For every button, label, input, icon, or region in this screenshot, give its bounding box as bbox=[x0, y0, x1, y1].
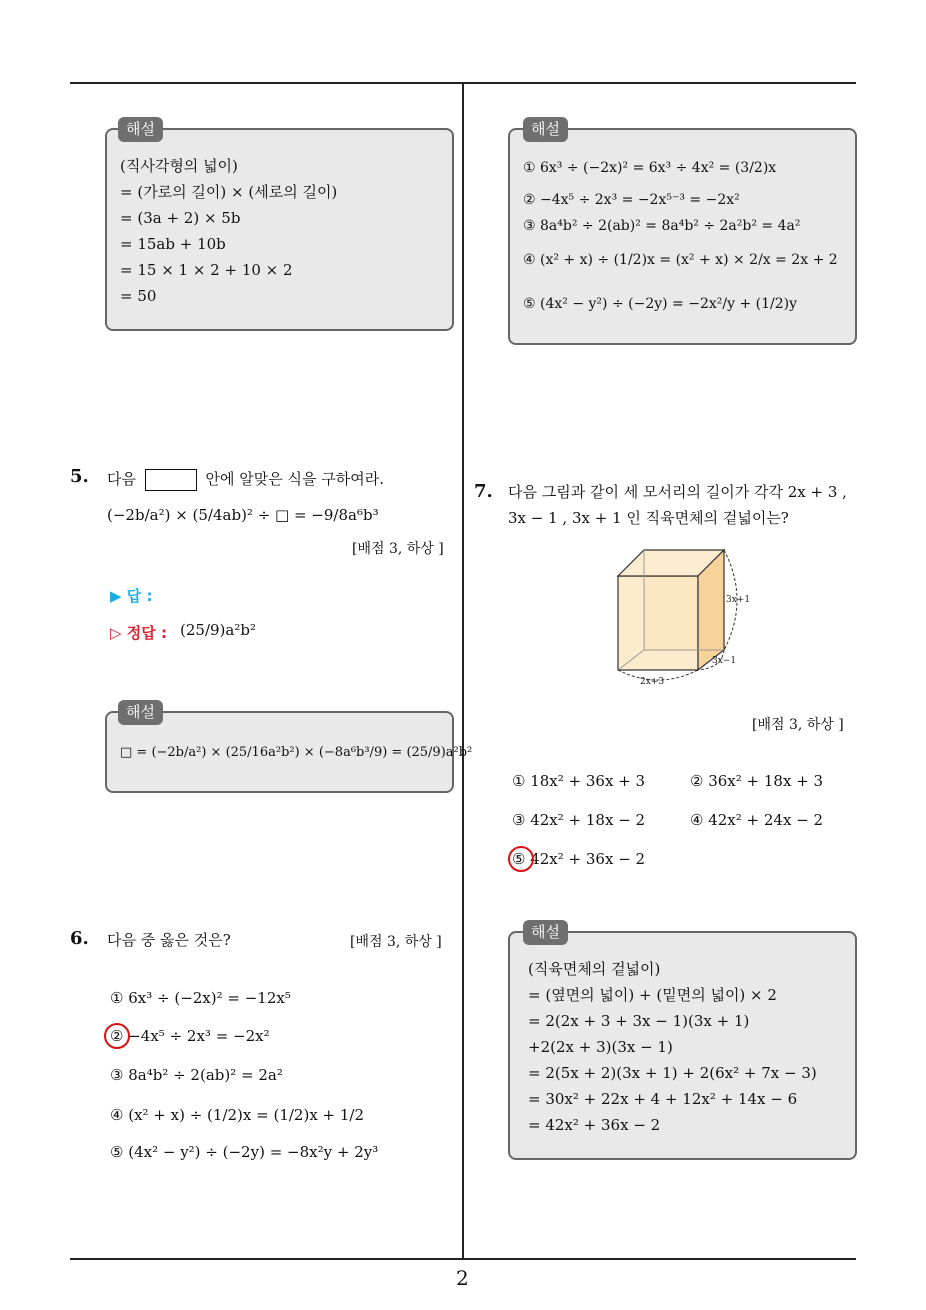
q5-blank-box bbox=[145, 469, 197, 491]
q7-meta: [배점 3, 하상 ] bbox=[752, 717, 844, 733]
q5-correct-label: ▷ 정답 : bbox=[110, 624, 167, 642]
q6-option-3[interactable]: ③ 8a⁴b² ÷ 2(ab)² = 2a² bbox=[110, 1066, 283, 1084]
q4-exp-line: = 15ab + 10b bbox=[120, 235, 226, 253]
q6-option-1[interactable]: ① 6x³ ÷ (−2x)² = −12x⁵ bbox=[110, 989, 291, 1007]
q6-number: 6. bbox=[70, 928, 89, 949]
q7-exp-line: = 2(2x + 3 + 3x − 1)(3x + 1) bbox=[528, 1012, 750, 1030]
q6-exp-line: ④ (x² + x) ÷ (1/2)x = (x² + x) × 2/x = 2x + 2 bbox=[523, 252, 838, 268]
q5-correct-value: (25/9)a²b² bbox=[180, 621, 256, 639]
explanation-tag: 해설 bbox=[118, 117, 163, 142]
q6-option-4[interactable]: ④ (x² + x) ÷ (1/2)x = (1/2)x + 1/2 bbox=[110, 1106, 365, 1124]
q5-exp-line: □ = (−2b/a²) × (25/16a²b²) × (−8a⁶b³/9) = (25/9)a²b² bbox=[120, 745, 473, 760]
bottom-rule bbox=[70, 1258, 856, 1260]
q5-equation: (−2b/a²) × (5/4ab)² ÷ □ = −9/8a⁶b³ bbox=[107, 506, 379, 524]
cuboid-figure bbox=[600, 540, 780, 690]
q6-exp-line: ① 6x³ ÷ (−2x)² = 6x³ ÷ 4x² = (3/2)x bbox=[523, 160, 777, 176]
q7-exp-line: (직육면체의 겉넓이) bbox=[528, 960, 661, 978]
q6-prompt: 다음 중 옳은 것은? bbox=[107, 931, 231, 949]
q6-exp-line: ③ 8a⁴b² ÷ 2(ab)² = 8a⁴b² ÷ 2a²b² = 4a² bbox=[523, 218, 801, 234]
q5-answer-label: ▶ 답 : bbox=[110, 587, 153, 605]
column-divider bbox=[462, 82, 464, 1260]
q7-option-4[interactable]: ④ 42x² + 24x − 2 bbox=[690, 811, 824, 829]
q4-exp-line: (직사각형의 넓이) bbox=[120, 157, 238, 175]
q4-exp-line: = 15 × 1 × 2 + 10 × 2 bbox=[120, 261, 293, 279]
page-number: 2 bbox=[456, 1266, 469, 1290]
q6-meta: [배점 3, 하상 ] bbox=[350, 934, 442, 950]
explanation-tag: 해설 bbox=[118, 700, 163, 725]
q7-exp-line: = 42x² + 36x − 2 bbox=[528, 1116, 661, 1134]
q7-option-5[interactable]: ⑤ 42x² + 36x − 2 bbox=[512, 850, 646, 868]
q5-prompt bbox=[107, 469, 384, 491]
q5-number: 5. bbox=[70, 466, 89, 487]
q5-text-after: 안에 알맞은 식을 구하여라. bbox=[205, 470, 385, 488]
q7-number: 7. bbox=[474, 481, 493, 502]
q7-exp-line: +2(2x + 3)(3x − 1) bbox=[528, 1038, 673, 1056]
q7-option-3[interactable]: ③ 42x² + 18x − 2 bbox=[512, 811, 646, 829]
q7-option-2[interactable]: ② 36x² + 18x + 3 bbox=[690, 772, 824, 790]
q5-meta: [배점 3, 하상 ] bbox=[352, 541, 444, 557]
q7-text-line1: 다음 그림과 같이 세 모서리의 길이가 각각 2x + 3 , bbox=[508, 483, 847, 501]
q4-explanation-box bbox=[105, 128, 454, 331]
q7-correct-mark bbox=[508, 846, 534, 872]
q6-explanation-box bbox=[508, 128, 857, 345]
q4-exp-line: = 50 bbox=[120, 287, 157, 305]
q7-exp-line: = (옆면의 넓이) + (밑면의 넓이) × 2 bbox=[528, 986, 777, 1004]
q6-option-5[interactable]: ⑤ (4x² − y²) ÷ (−2y) = −8x²y + 2y³ bbox=[110, 1143, 379, 1161]
q6-exp-line: ② −4x⁵ ÷ 2x³ = −2x⁵⁻³ = −2x² bbox=[523, 192, 740, 208]
q7-text-line2: 3x − 1 , 3x + 1 인 직육면체의 겉넓이는? bbox=[508, 509, 789, 527]
q7-option-1[interactable]: ① 18x² + 36x + 3 bbox=[512, 772, 646, 790]
cuboid-depth-label: 3x−1 bbox=[712, 656, 737, 666]
q4-exp-line: = (3a + 2) × 5b bbox=[120, 209, 241, 227]
q6-exp-line: ⑤ (4x² − y²) ÷ (−2y) = −2x²/y + (1/2)y bbox=[523, 296, 797, 312]
q7-explanation-box bbox=[508, 931, 857, 1160]
q5-text-before: 다음 bbox=[107, 470, 136, 488]
q7-exp-line: = 30x² + 22x + 4 + 12x² + 14x − 6 bbox=[528, 1090, 798, 1108]
explanation-tag: 해설 bbox=[523, 117, 568, 142]
q6-option-2[interactable]: ② −4x⁵ ÷ 2x³ = −2x² bbox=[110, 1027, 270, 1045]
q4-exp-line: = (가로의 길이) × (세로의 길이) bbox=[120, 183, 338, 201]
cuboid-height-label: 3x+1 bbox=[726, 595, 751, 605]
explanation-tag: 해설 bbox=[523, 920, 568, 945]
q6-correct-mark bbox=[104, 1023, 130, 1049]
q7-exp-line: = 2(5x + 2)(3x + 1) + 2(6x² + 7x − 3) bbox=[528, 1064, 817, 1082]
cuboid-width-label: 2x+3 bbox=[640, 677, 665, 687]
